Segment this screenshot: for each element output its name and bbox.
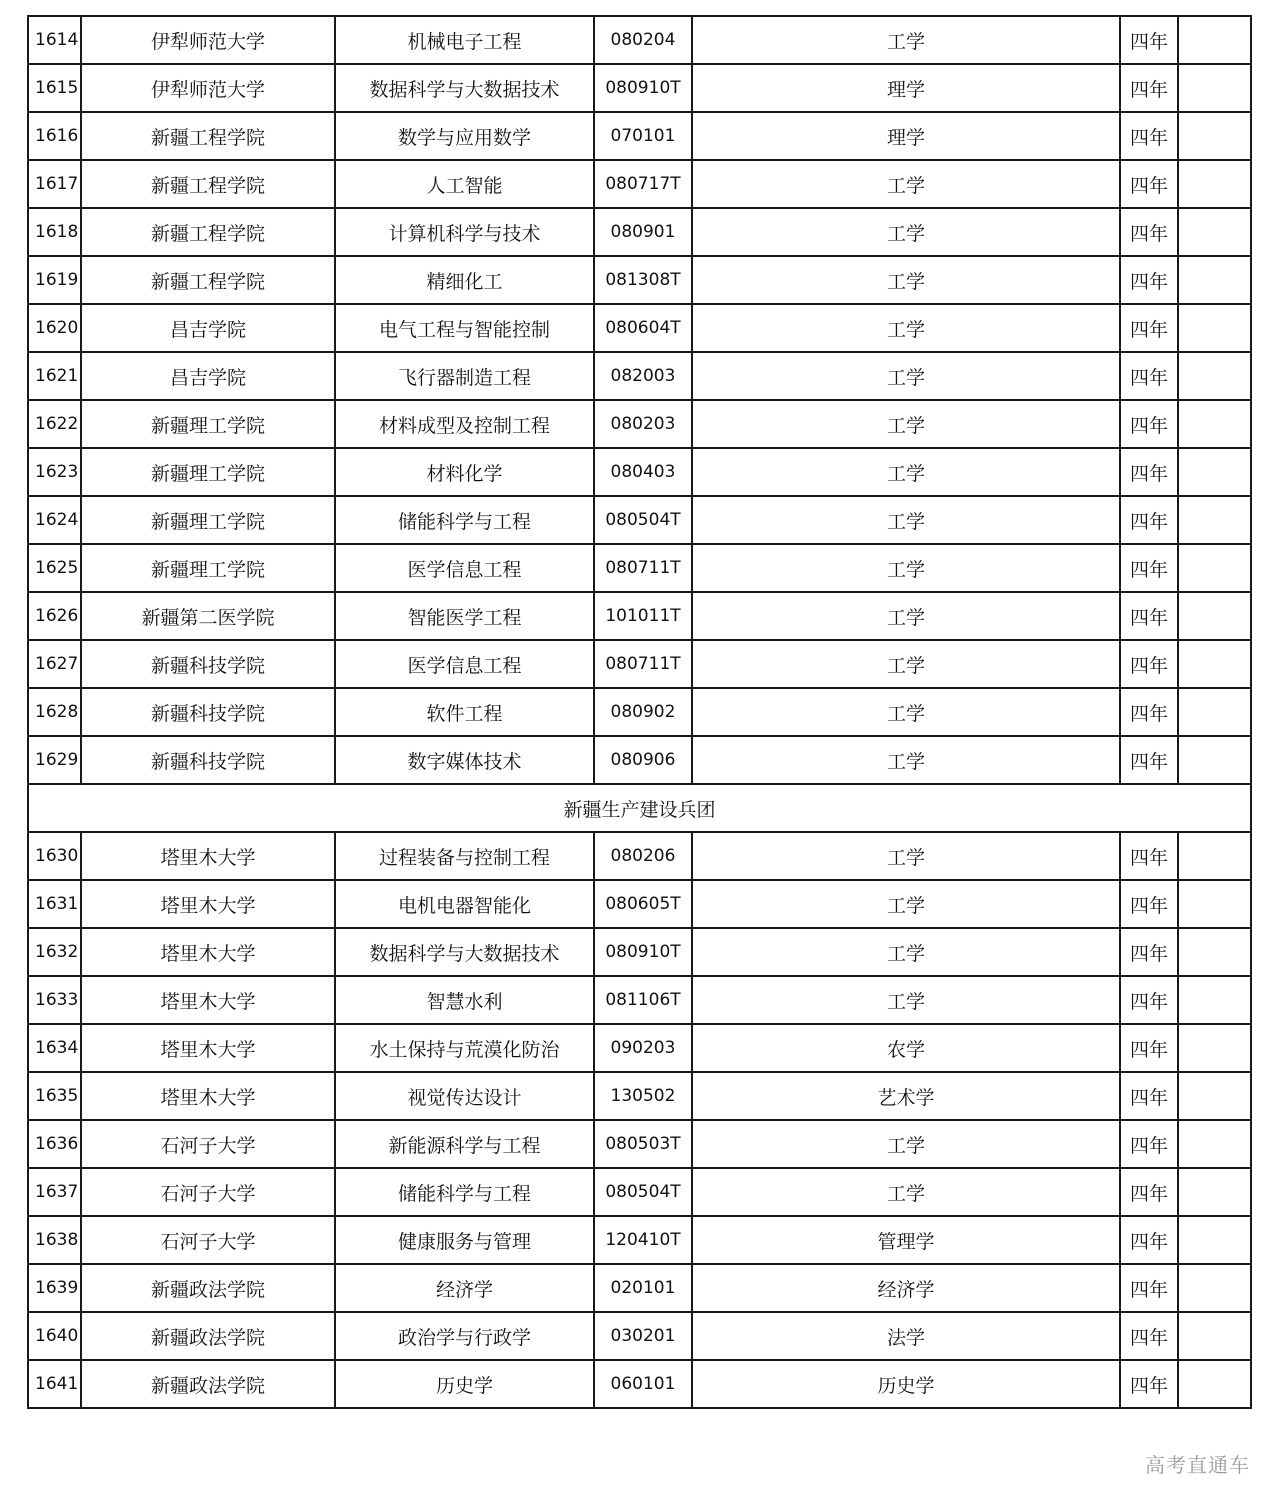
table-row: [28, 352, 1251, 400]
major-code: 080504T: [594, 496, 692, 544]
major-code: 060101: [594, 1360, 692, 1408]
majors-table: [27, 15, 1252, 1409]
table-row: [28, 160, 1251, 208]
row-number: 1632: [28, 928, 81, 976]
major-name: 材料化学: [335, 448, 594, 496]
school-name: 新疆工程学院: [81, 112, 335, 160]
remarks-cell: [1178, 352, 1251, 400]
major-name: 机械电子工程: [335, 16, 594, 64]
row-number: 1637: [28, 1168, 81, 1216]
discipline-category: 艺术学: [692, 1072, 1120, 1120]
study-duration: 四年: [1120, 1216, 1178, 1264]
row-number: 1641: [28, 1360, 81, 1408]
discipline-category: 工学: [692, 304, 1120, 352]
discipline-category: 农学: [692, 1024, 1120, 1072]
remarks-cell: [1178, 496, 1251, 544]
school-name: 塔里木大学: [81, 832, 335, 880]
study-duration: 四年: [1120, 1024, 1178, 1072]
row-number: 1638: [28, 1216, 81, 1264]
discipline-category: 管理学: [692, 1216, 1120, 1264]
major-code: 080604T: [594, 304, 692, 352]
table-body: [28, 16, 1251, 1408]
remarks-cell: [1178, 688, 1251, 736]
study-duration: 四年: [1120, 832, 1178, 880]
section-title: 新疆生产建设兵团: [28, 784, 1251, 832]
table-row: [28, 1072, 1251, 1120]
major-name: 经济学: [335, 1264, 594, 1312]
row-number: 1633: [28, 976, 81, 1024]
major-name: 人工智能: [335, 160, 594, 208]
school-name: 昌吉学院: [81, 352, 335, 400]
study-duration: 四年: [1120, 256, 1178, 304]
row-number: 1636: [28, 1120, 81, 1168]
school-name: 新疆政法学院: [81, 1360, 335, 1408]
school-name: 新疆科技学院: [81, 688, 335, 736]
row-number: 1624: [28, 496, 81, 544]
remarks-cell: [1178, 1072, 1251, 1120]
school-name: 塔里木大学: [81, 928, 335, 976]
major-code: 120410T: [594, 1216, 692, 1264]
remarks-cell: [1178, 448, 1251, 496]
major-code: 080605T: [594, 880, 692, 928]
row-number: 1627: [28, 640, 81, 688]
major-name: 水土保持与荒漠化防治: [335, 1024, 594, 1072]
major-name: 数字媒体技术: [335, 736, 594, 784]
major-name: 储能科学与工程: [335, 1168, 594, 1216]
major-name: 电机电器智能化: [335, 880, 594, 928]
major-code: 080206: [594, 832, 692, 880]
study-duration: 四年: [1120, 160, 1178, 208]
discipline-category: 工学: [692, 1168, 1120, 1216]
school-name: 新疆科技学院: [81, 736, 335, 784]
table-row: [28, 16, 1251, 64]
major-name: 政治学与行政学: [335, 1312, 594, 1360]
major-code: 030201: [594, 1312, 692, 1360]
school-name: 新疆理工学院: [81, 400, 335, 448]
major-code: 080717T: [594, 160, 692, 208]
major-name: 数据科学与大数据技术: [335, 928, 594, 976]
remarks-cell: [1178, 400, 1251, 448]
discipline-category: 工学: [692, 496, 1120, 544]
table-row: [28, 448, 1251, 496]
row-number: 1618: [28, 208, 81, 256]
row-number: 1629: [28, 736, 81, 784]
remarks-cell: [1178, 1312, 1251, 1360]
remarks-cell: [1178, 304, 1251, 352]
school-name: 新疆理工学院: [81, 496, 335, 544]
major-code: 080910T: [594, 64, 692, 112]
discipline-category: 工学: [692, 544, 1120, 592]
school-name: 新疆科技学院: [81, 640, 335, 688]
row-number: 1614: [28, 16, 81, 64]
study-duration: 四年: [1120, 112, 1178, 160]
remarks-cell: [1178, 1360, 1251, 1408]
row-number: 1619: [28, 256, 81, 304]
row-number: 1616: [28, 112, 81, 160]
table-row: [28, 640, 1251, 688]
row-number: 1615: [28, 64, 81, 112]
row-number: 1628: [28, 688, 81, 736]
study-duration: 四年: [1120, 1072, 1178, 1120]
major-code: 080503T: [594, 1120, 692, 1168]
remarks-cell: [1178, 544, 1251, 592]
study-duration: 四年: [1120, 976, 1178, 1024]
discipline-category: 工学: [692, 976, 1120, 1024]
school-name: 新疆政法学院: [81, 1312, 335, 1360]
discipline-category: 工学: [692, 400, 1120, 448]
table-row: [28, 1120, 1251, 1168]
table-row: [28, 1360, 1251, 1408]
remarks-cell: [1178, 64, 1251, 112]
school-name: 石河子大学: [81, 1168, 335, 1216]
table-row: [28, 1024, 1251, 1072]
study-duration: 四年: [1120, 352, 1178, 400]
row-number: 1623: [28, 448, 81, 496]
major-code: 082003: [594, 352, 692, 400]
remarks-cell: [1178, 1264, 1251, 1312]
table-row: [28, 1264, 1251, 1312]
remarks-cell: [1178, 736, 1251, 784]
table-row: [28, 928, 1251, 976]
major-name: 医学信息工程: [335, 544, 594, 592]
remarks-cell: [1178, 208, 1251, 256]
major-name: 历史学: [335, 1360, 594, 1408]
study-duration: 四年: [1120, 496, 1178, 544]
major-code: 080906: [594, 736, 692, 784]
study-duration: 四年: [1120, 544, 1178, 592]
major-name: 储能科学与工程: [335, 496, 594, 544]
major-name: 医学信息工程: [335, 640, 594, 688]
study-duration: 四年: [1120, 688, 1178, 736]
remarks-cell: [1178, 928, 1251, 976]
study-duration: 四年: [1120, 640, 1178, 688]
discipline-category: 工学: [692, 160, 1120, 208]
discipline-category: 工学: [692, 880, 1120, 928]
study-duration: 四年: [1120, 736, 1178, 784]
table-row: [28, 832, 1251, 880]
school-name: 塔里木大学: [81, 1072, 335, 1120]
remarks-cell: [1178, 1024, 1251, 1072]
discipline-category: 法学: [692, 1312, 1120, 1360]
school-name: 伊犁师范大学: [81, 16, 335, 64]
table-row: [28, 1168, 1251, 1216]
major-code: 080403: [594, 448, 692, 496]
row-number: 1630: [28, 832, 81, 880]
table-row: [28, 544, 1251, 592]
study-duration: 四年: [1120, 64, 1178, 112]
school-name: 新疆工程学院: [81, 160, 335, 208]
discipline-category: 理学: [692, 112, 1120, 160]
table-row: [28, 880, 1251, 928]
major-code: 090203: [594, 1024, 692, 1072]
remarks-cell: [1178, 592, 1251, 640]
row-number: 1617: [28, 160, 81, 208]
major-code: 130502: [594, 1072, 692, 1120]
table-row: [28, 496, 1251, 544]
study-duration: 四年: [1120, 880, 1178, 928]
table-row: [28, 688, 1251, 736]
major-name: 软件工程: [335, 688, 594, 736]
major-name: 新能源科学与工程: [335, 1120, 594, 1168]
school-name: 塔里木大学: [81, 976, 335, 1024]
study-duration: 四年: [1120, 592, 1178, 640]
discipline-category: 工学: [692, 16, 1120, 64]
major-name: 精细化工: [335, 256, 594, 304]
discipline-category: 工学: [692, 688, 1120, 736]
major-name: 智慧水利: [335, 976, 594, 1024]
school-name: 新疆政法学院: [81, 1264, 335, 1312]
remarks-cell: [1178, 256, 1251, 304]
school-name: 新疆理工学院: [81, 544, 335, 592]
major-code: 081308T: [594, 256, 692, 304]
study-duration: 四年: [1120, 448, 1178, 496]
major-name: 计算机科学与技术: [335, 208, 594, 256]
remarks-cell: [1178, 112, 1251, 160]
table-row: [28, 256, 1251, 304]
discipline-category: 工学: [692, 448, 1120, 496]
row-number: 1621: [28, 352, 81, 400]
study-duration: 四年: [1120, 208, 1178, 256]
school-name: 新疆第二医学院: [81, 592, 335, 640]
row-number: 1626: [28, 592, 81, 640]
study-duration: 四年: [1120, 1360, 1178, 1408]
discipline-category: 工学: [692, 208, 1120, 256]
table-row: [28, 1312, 1251, 1360]
table-row: [28, 1216, 1251, 1264]
table-row: [28, 208, 1251, 256]
study-duration: 四年: [1120, 1120, 1178, 1168]
major-code: 101011T: [594, 592, 692, 640]
discipline-category: 工学: [692, 1120, 1120, 1168]
discipline-category: 理学: [692, 64, 1120, 112]
row-number: 1631: [28, 880, 81, 928]
major-name: 智能医学工程: [335, 592, 594, 640]
study-duration: 四年: [1120, 400, 1178, 448]
major-name: 材料成型及控制工程: [335, 400, 594, 448]
remarks-cell: [1178, 880, 1251, 928]
study-duration: 四年: [1120, 304, 1178, 352]
section-row: [28, 784, 1251, 832]
school-name: 新疆工程学院: [81, 256, 335, 304]
remarks-cell: [1178, 160, 1251, 208]
table-row: [28, 400, 1251, 448]
discipline-category: 工学: [692, 832, 1120, 880]
study-duration: 四年: [1120, 1168, 1178, 1216]
discipline-category: 经济学: [692, 1264, 1120, 1312]
major-code: 080902: [594, 688, 692, 736]
major-name: 视觉传达设计: [335, 1072, 594, 1120]
major-code: 080504T: [594, 1168, 692, 1216]
remarks-cell: [1178, 1168, 1251, 1216]
major-code: 080203: [594, 400, 692, 448]
discipline-category: 工学: [692, 256, 1120, 304]
major-name: 过程装备与控制工程: [335, 832, 594, 880]
major-code: 080204: [594, 16, 692, 64]
watermark: 高考直通车: [1145, 1453, 1250, 1477]
study-duration: 四年: [1120, 1264, 1178, 1312]
school-name: 新疆工程学院: [81, 208, 335, 256]
school-name: 昌吉学院: [81, 304, 335, 352]
remarks-cell: [1178, 16, 1251, 64]
discipline-category: 工学: [692, 592, 1120, 640]
major-code: 080901: [594, 208, 692, 256]
table-row: [28, 736, 1251, 784]
major-code: 070101: [594, 112, 692, 160]
major-name: 电气工程与智能控制: [335, 304, 594, 352]
row-number: 1640: [28, 1312, 81, 1360]
table-row: [28, 112, 1251, 160]
remarks-cell: [1178, 832, 1251, 880]
row-number: 1635: [28, 1072, 81, 1120]
major-code: 081106T: [594, 976, 692, 1024]
discipline-category: 工学: [692, 736, 1120, 784]
study-duration: 四年: [1120, 1312, 1178, 1360]
school-name: 塔里木大学: [81, 1024, 335, 1072]
study-duration: 四年: [1120, 16, 1178, 64]
table-row: [28, 976, 1251, 1024]
row-number: 1620: [28, 304, 81, 352]
school-name: 石河子大学: [81, 1120, 335, 1168]
major-name: 健康服务与管理: [335, 1216, 594, 1264]
discipline-category: 工学: [692, 352, 1120, 400]
school-name: 塔里木大学: [81, 880, 335, 928]
major-name: 飞行器制造工程: [335, 352, 594, 400]
school-name: 伊犁师范大学: [81, 64, 335, 112]
major-code: 080711T: [594, 544, 692, 592]
table-row: [28, 304, 1251, 352]
major-code: 020101: [594, 1264, 692, 1312]
table-row: [28, 592, 1251, 640]
major-code: 080711T: [594, 640, 692, 688]
discipline-category: 历史学: [692, 1360, 1120, 1408]
school-name: 新疆理工学院: [81, 448, 335, 496]
discipline-category: 工学: [692, 928, 1120, 976]
remarks-cell: [1178, 1120, 1251, 1168]
remarks-cell: [1178, 976, 1251, 1024]
row-number: 1639: [28, 1264, 81, 1312]
major-name: 数学与应用数学: [335, 112, 594, 160]
major-code: 080910T: [594, 928, 692, 976]
major-name: 数据科学与大数据技术: [335, 64, 594, 112]
remarks-cell: [1178, 1216, 1251, 1264]
discipline-category: 工学: [692, 640, 1120, 688]
row-number: 1625: [28, 544, 81, 592]
table-row: [28, 64, 1251, 112]
row-number: 1634: [28, 1024, 81, 1072]
row-number: 1622: [28, 400, 81, 448]
school-name: 石河子大学: [81, 1216, 335, 1264]
remarks-cell: [1178, 640, 1251, 688]
study-duration: 四年: [1120, 928, 1178, 976]
